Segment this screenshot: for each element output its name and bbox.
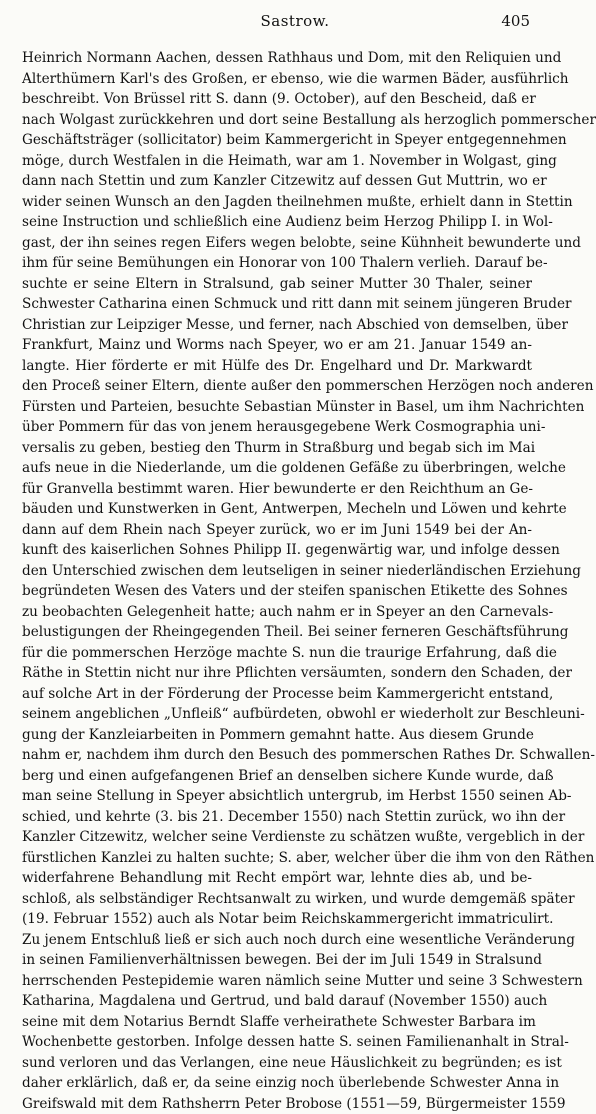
text-line: sund verloren und das Verlangen, eine neue Häuslichkeit zu begründen; es ist [22, 1053, 532, 1074]
text-line: wider seinen Wunsch an den Jagden theilnehmen mußte, erhielt dann in Stettin [22, 192, 532, 213]
text-line: auf solche Art in der Förderung der Processe beim Kammergericht entstand, [22, 684, 532, 705]
text-line: über Pommern für das von jenem herausgegebene Werk Cosmographia uni- [22, 417, 532, 438]
text-line: für die pommerschen Herzöge machte S. nun die traurige Erfahrung, daß die [22, 643, 532, 664]
text-line: begründeten Wesen des Vaters und der steifen spanischen Etikette des Sohnes [22, 581, 532, 602]
text-line: Räthe in Stettin nicht nur ihre Pflichten versäumten, sondern den Schaden, der [22, 663, 532, 684]
text-line: (19. Februar 1552) auch als Notar beim Reichskammergericht immatriculirt. [22, 909, 532, 930]
text-line: für Granvella bestimmt waren. Hier bewunderte er den Reichthum an Ge- [22, 479, 532, 500]
text-line: schloß, als selbständiger Rechtsanwalt zu wirken, und wurde demgemäß später [22, 889, 532, 910]
text-line: versalis zu geben, bestieg den Thurm in Straßburg und begab sich im Mai [22, 438, 532, 459]
text-line: zu beobachten Gelegenheit hatte; auch nahm er in Speyer an den Carnevals- [22, 602, 532, 623]
text-line: beschreibt. Von Brüssel ritt S. dann (9. October), auf den Bescheid, daß er [22, 89, 532, 110]
text-line: Heinrich Normann Aachen, dessen Rathhaus und Dom, mit den Reliquien und [22, 48, 532, 69]
text-line: Wochenbette gestorben. Infolge dessen hatte S. seinen Familienanhalt in Stral- [22, 1032, 532, 1053]
text-line: fürstlichen Kanzlei zu halten suchte; S. aber, welcher über die ihm von den Räthen [22, 848, 532, 869]
text-line: Kanzler Citzewitz, welcher seine Verdienste zu schätzen wußte, vergeblich in der [22, 827, 532, 848]
text-line: dann auf dem Rhein nach Speyer zurück, wo er im Juni 1549 bei der An- [22, 520, 532, 541]
text-line: den Proceß seiner Eltern, diente außer den pommerschen Herzögen noch anderen [22, 376, 532, 397]
page-number: 405 [501, 12, 530, 30]
text-line: herrschenden Pestepidemie waren nämlich seine Mutter und seine 3 Schwestern [22, 971, 532, 992]
text-line: bäuden und Kunstwerken in Gent, Antwerpen, Mecheln und Löwen und kehrte [22, 499, 532, 520]
text-line: Alterthümern Karl's des Großen, er ebenso, wie die warmen Bäder, ausführlich [22, 69, 532, 90]
text-line: langte. Hier förderte er mit Hülfe des Dr. Engelhard und Dr. Markwardt [22, 356, 532, 377]
text-line: seine Instruction und schließlich eine Audienz beim Herzog Philipp I. in Wol- [22, 212, 532, 233]
text-line: widerfahrene Behandlung mit Recht empört war, lehnte dies ab, und be- [22, 868, 532, 889]
text-line: Geschäftsträger (sollicitator) beim Kammergericht in Speyer entgegennehmen [22, 130, 532, 151]
text-line: man seine Stellung in Speyer absichtlich untergrub, im Herbst 1550 seinen Ab- [22, 786, 532, 807]
text-line: nahm er, nachdem ihm durch den Besuch des pommerschen Rathes Dr. Schwallen- [22, 745, 532, 766]
text-line: ihm für seine Bemühungen ein Honorar von 100 Thalern verlieh. Darauf be- [22, 253, 532, 274]
text-line: Christian zur Leipziger Messe, und ferner, nach Abschied von demselben, über [22, 315, 532, 336]
text-line: Greifswald mit dem Rathsherrn Peter Brobose (1551—59, Bürgermeister 1559 [22, 1094, 532, 1114]
text-line: seinem angeblichen „Unfleiß“ aufbürdeten, obwohl er wiederholt zur Beschleuni- [22, 704, 532, 725]
text-line: möge, durch Westfalen in die Heimath, war am 1. November in Wolgast, ging [22, 151, 532, 172]
body-text [22, 48, 532, 1114]
text-line: den Unterschied zwischen dem leutseligen in seiner niederländischen Erziehung [22, 561, 532, 582]
text-line: Katharina, Magdalena und Gertrud, und bald darauf (November 1550) auch [22, 991, 532, 1012]
text-line: kunft des kaiserlichen Sohnes Philipp II. gegenwärtig war, und infolge dessen [22, 540, 532, 561]
page-header [60, 12, 530, 32]
text-line: gung der Kanzleiarbeiten in Pommern gemahnt hatte. Aus diesem Grunde [22, 725, 532, 746]
text-line: schied, und kehrte (3. bis 21. December 1550) nach Stettin zurück, wo ihn der [22, 807, 532, 828]
text-line: aufs neue in die Niederlande, um die goldenen Gefäße zu überbringen, welche [22, 458, 532, 479]
text-line: daher erklärlich, daß er, da seine einzig noch überlebende Schwester Anna in [22, 1073, 532, 1094]
text-line: dann nach Stettin und zum Kanzler Citzewitz auf dessen Gut Muttrin, wo er [22, 171, 532, 192]
text-line: Fürsten und Parteien, besuchte Sebastian Münster in Basel, um ihm Nachrichten [22, 397, 532, 418]
text-line: in seinen Familienverhältnissen bewegen. Bei der im Juli 1549 in Stralsund [22, 950, 532, 971]
text-line: Frankfurt, Mainz und Worms nach Speyer, wo er am 21. Januar 1549 an- [22, 335, 532, 356]
text-line: suchte er seine Eltern in Stralsund, gab seiner Mutter 30 Thaler, seiner [22, 274, 532, 295]
text-line: nach Wolgast zurückkehren und dort seine Bestallung als herzoglich pommerscher [22, 110, 532, 131]
running-title: Sastrow. [60, 12, 530, 30]
text-line: seine mit dem Notarius Berndt Slaffe verheirathete Schwester Barbara im [22, 1012, 532, 1033]
text-line: belustigungen der Rheingegenden Theil. Bei seiner ferneren Geschäftsführung [22, 622, 532, 643]
text-line: Zu jenem Entschluß ließ er sich auch noch durch eine wesentliche Veränderung [22, 930, 532, 951]
text-line: gast, der ihn seines regen Eifers wegen belobte, seine Kühnheit bewunderte und [22, 233, 532, 254]
text-line: berg und einen aufgefangenen Brief an denselben sichere Kunde wurde, daß [22, 766, 532, 787]
text-line: Schwester Catharina einen Schmuck und ritt dann mit seinem jüngeren Bruder [22, 294, 532, 315]
